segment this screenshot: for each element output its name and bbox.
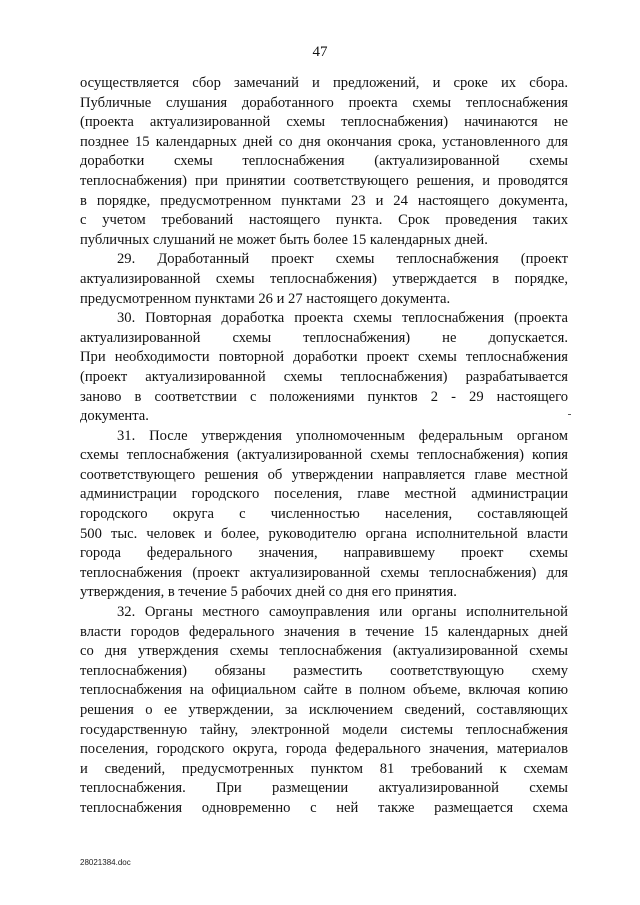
text-line: осуществляется сбор замечаний и предложений, и сроке их сбора. — [80, 75, 568, 91]
text-line: с учетом требований настоящего пункта. Срок проведения таких — [80, 212, 568, 229]
text-line: 32. Органы местного самоуправления или органы исполнительной — [117, 604, 568, 621]
text-line: (проект актуализированной схемы теплоснабжения) разрабатывается — [80, 368, 568, 385]
text-line: в порядке, предусмотренном пунктами 23 и 24 настоящего документа, — [80, 192, 568, 209]
text-line: поселения, городского округа, города федерального значения, материалов — [80, 741, 568, 758]
text-line: доработки схемы теплоснабжения (актуализированной схемы — [80, 153, 568, 170]
document-footer-filename: 28021384.doc — [80, 858, 131, 867]
text-line: теплоснабжения) обязаны разместить соответствующую схему — [80, 662, 568, 679]
text-line: 500 тыс. человек и более, руководителю органа исполнительной власти — [80, 525, 568, 542]
text-line: теплоснабжения) при принятии соответствующего решения, и проводятся — [80, 172, 568, 189]
text-line: городского округа с численностью населения, составляющей — [80, 506, 568, 523]
text-line: теплоснабжения. При размещении актуализированной схемы — [80, 780, 568, 797]
text-line: теплоснабжения одновременно с ней также размещается схема — [80, 799, 568, 816]
text-line: администрации городского поселения, главе местной администрации — [80, 486, 568, 503]
text-line: соответствующего решения об утверждении направляется главе местной — [80, 466, 568, 483]
text-line: позднее 15 календарных дней со дня окончания срока, установленного для — [80, 133, 568, 150]
text-line: актуализированной схемы теплоснабжения) утверждается в порядке, — [80, 270, 568, 287]
page-number: 47 — [312, 44, 328, 60]
text-line: заново в соответствии с положениями пунктов 2 - 29 настоящего — [80, 388, 568, 405]
text-line: теплоснабжения на официальном сайте в полном объеме, включая копию — [80, 682, 568, 699]
text-line: При необходимости повторной доработки проект схемы теплоснабжения — [80, 349, 568, 366]
text-line: города федерального значения, направившему проект схемы — [80, 545, 568, 562]
margin-mark — [568, 414, 571, 415]
text-line: схемы теплоснабжения (актуализированной схемы теплоснабжения) копия — [80, 447, 568, 464]
text-line: государственную тайну, электронной модели системы теплоснабжения — [80, 721, 568, 738]
document-body — [80, 74, 568, 819]
text-line: публичных слушаний не может быть более 15 календарных дней. — [80, 231, 488, 248]
text-line: 29. Доработанный проект схемы теплоснабжения (проект — [117, 251, 568, 268]
text-line: документа. — [80, 408, 149, 425]
text-line: предусмотренном пунктами 26 и 27 настоящего документа. — [80, 290, 451, 307]
text-line: (проекта актуализированной схемы теплоснабжения) начинаются не — [80, 114, 568, 131]
text-line: теплоснабжения (проект актуализированной схемы теплоснабжения) для — [80, 564, 568, 581]
text-line: 31. После утверждения уполномоченным федеральным органом — [117, 427, 568, 444]
text-line: решения о ее утверждении, за исключением сведений, составляющих — [80, 702, 568, 718]
text-line: Публичные слушания доработанного проекта схемы теплоснабжения — [80, 94, 568, 111]
text-line: утверждения, в течение 5 рабочих дней со дня его принятия. — [80, 584, 457, 601]
text-line: 30. Повторная доработка проекта схемы теплоснабжения (проекта — [117, 310, 568, 327]
text-line: актуализированной схемы теплоснабжения) не допускается. — [80, 329, 568, 346]
text-line: со дня утверждения схемы теплоснабжения (актуализированной схемы — [80, 643, 568, 660]
text-line: и сведений, предусмотренных пунктом 81 требований к схемам — [80, 760, 568, 777]
text-line: власти городов федерального значения в течение 15 календарных дней — [80, 623, 568, 640]
